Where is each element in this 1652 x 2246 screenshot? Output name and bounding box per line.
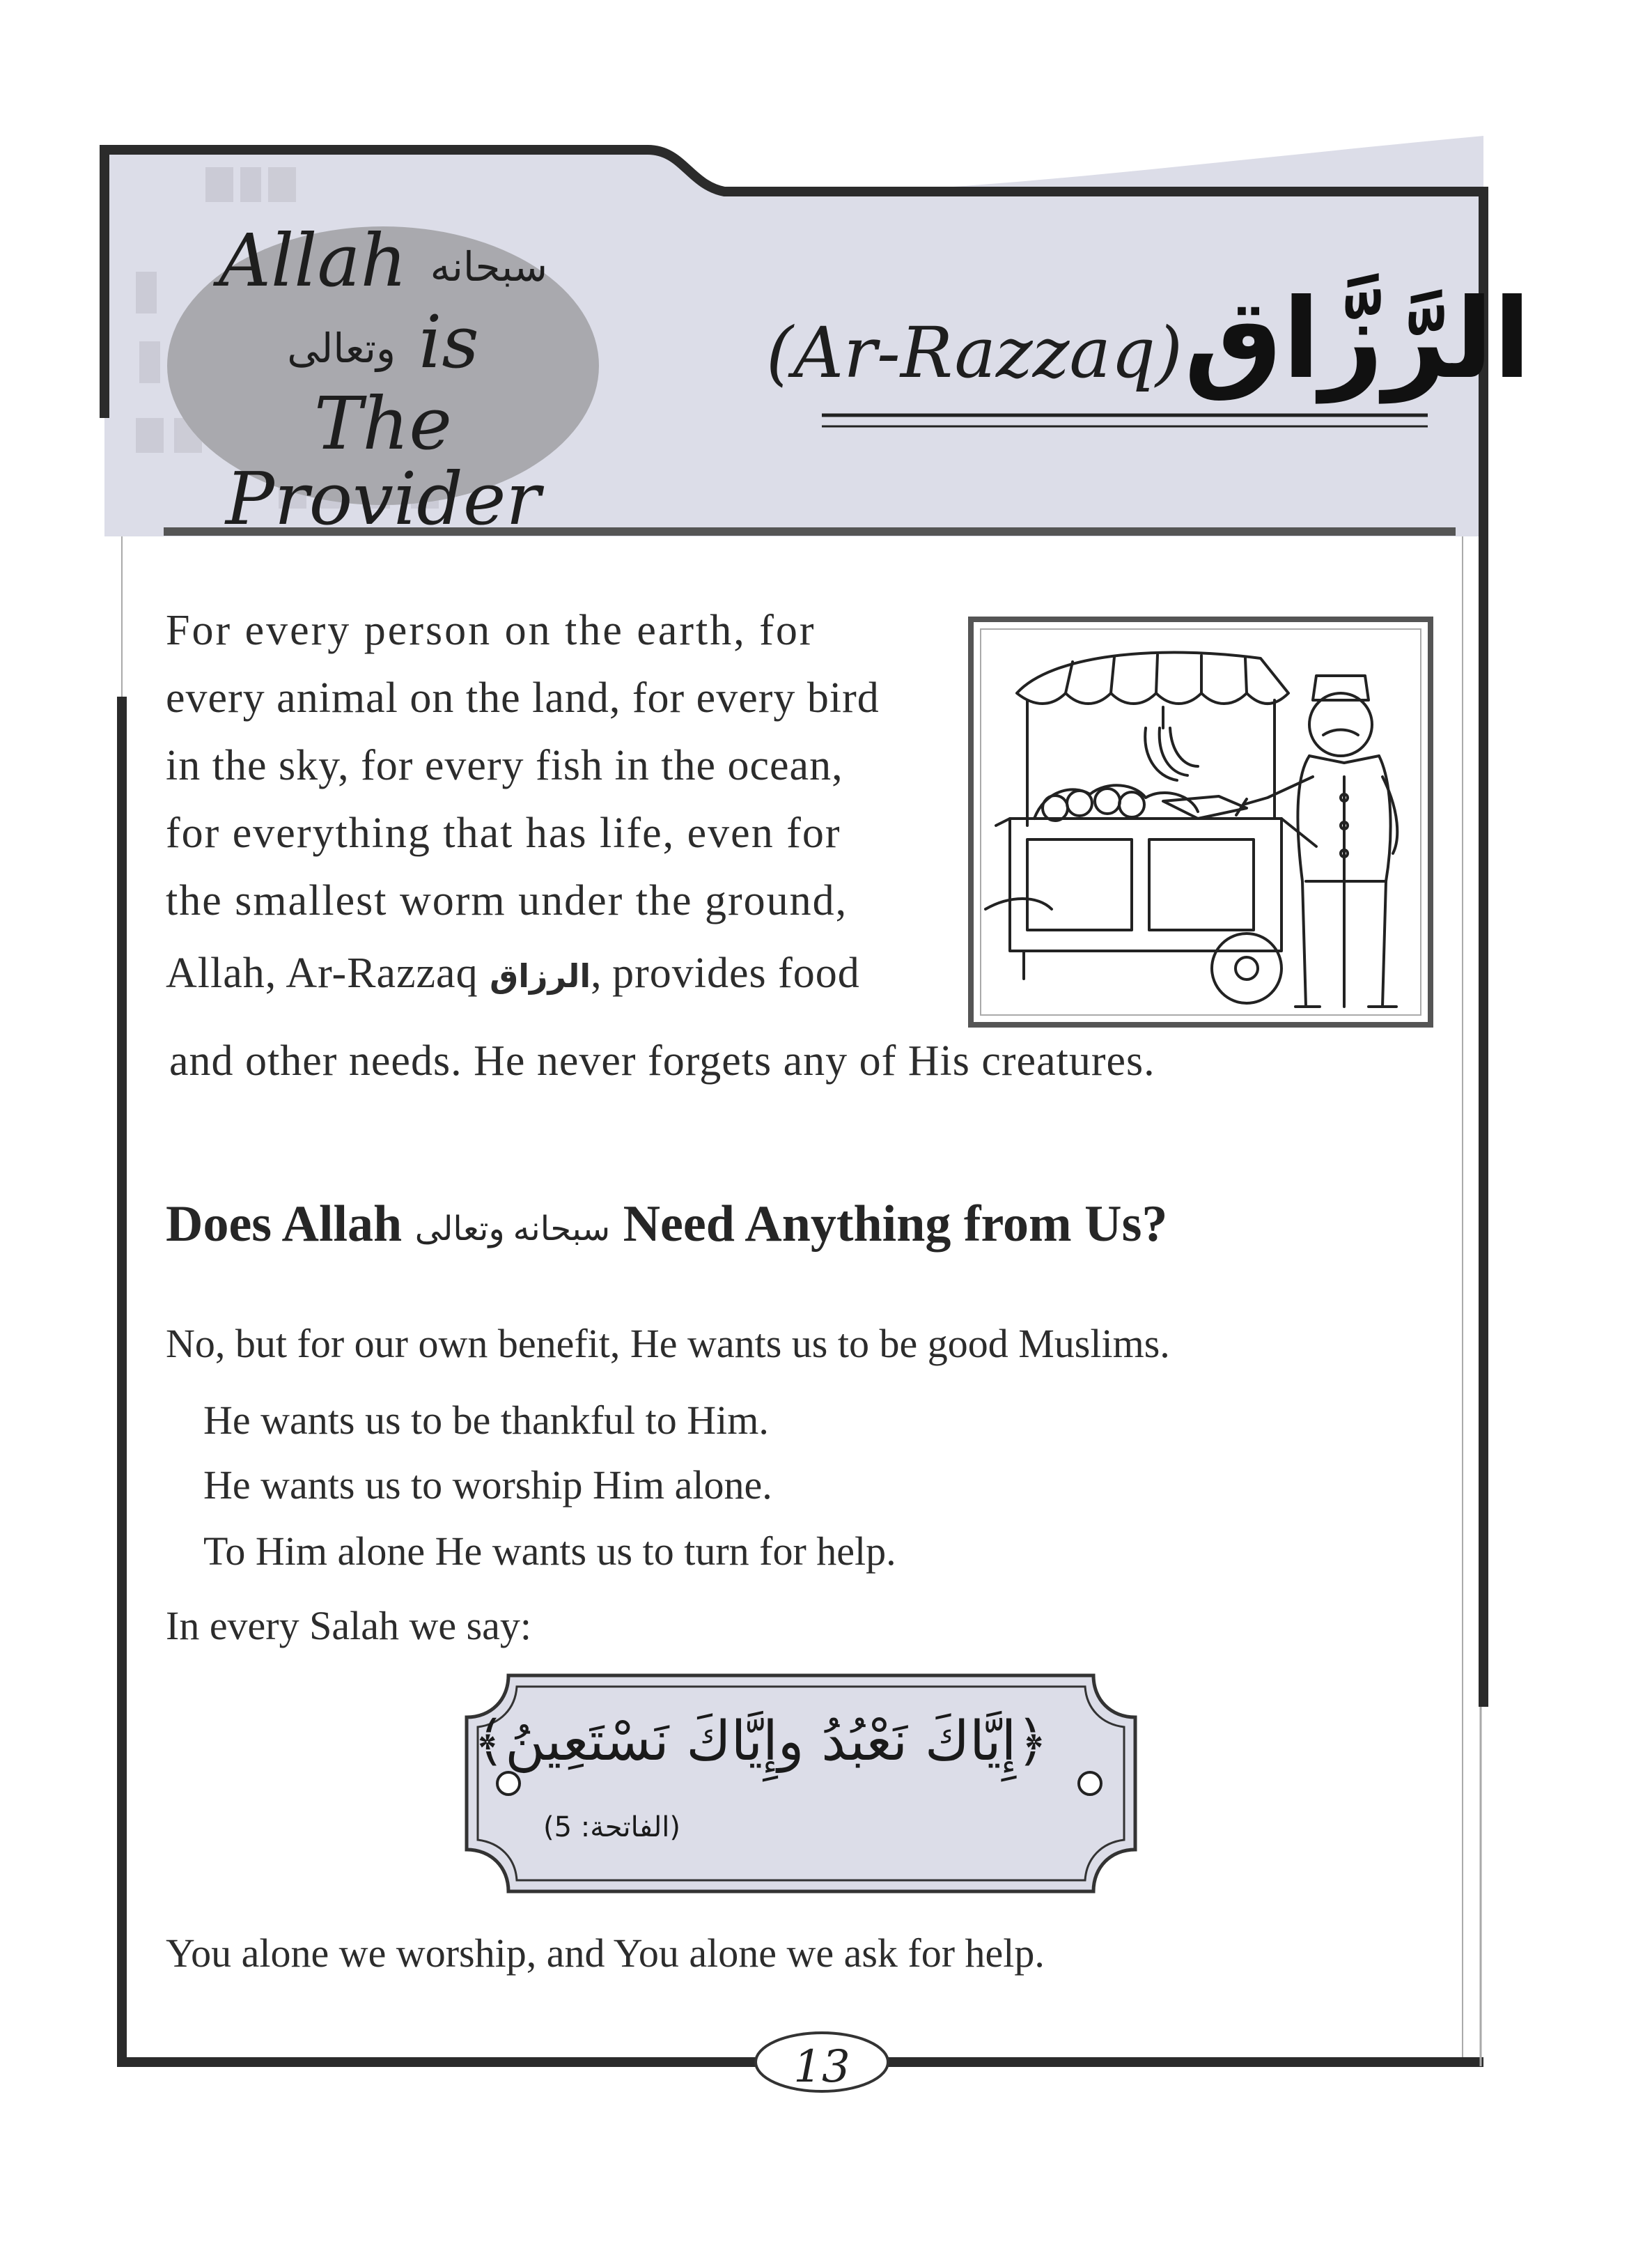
intro-line-3: in the sky, for every fish in the ocean, [166,742,843,789]
point-line-3: To Him alone He wants us to turn for help. [203,1528,896,1574]
heading-end: Need Anything from Us? [623,1195,1168,1253]
intro-line-6 [166,949,860,998]
verse-reference: (الفاتحة: 5) [543,1811,680,1843]
title-allah: Allah [218,218,407,303]
salah-intro-line: In every Salah we say: [166,1603,532,1648]
honorific-glyph: سبحانه وتعالى [414,1211,611,1248]
intro-line-7: and other needs. He never forgets any of His creatures. [169,1037,1155,1085]
title-the: The [314,380,452,466]
section-heading [166,1195,1167,1254]
verse-arabic: ﴿إِيَّاكَ نَعْبُدُ وإِيَّاكَ نَسْتَعِينُ﴾ [473,1710,1048,1773]
ar-razzaq-arabic-inline: الرزاق [490,957,591,995]
honorific-glyph: سبحانه وتعالى [287,242,548,372]
intro-line-5: the smallest worm under the ground, [166,877,848,924]
point-line-1: He wants us to be thankful to Him. [203,1397,769,1443]
verse-marker-right [1079,1772,1101,1795]
page-title [160,218,606,541]
intro-line-1: For every person on the earth, for [166,607,816,654]
fruit-vendor-illustration [968,617,1433,1028]
verse-frame [460,1668,1142,1898]
transliteration: (Ar-Razzaq) [766,312,1183,394]
arabic-name: الرَّزَّاق [1184,275,1532,403]
intro-line-6-start: Allah, Ar-Razzaq [166,950,478,997]
answer-line: No, but for our own benefit, He wants us to be good Muslims. [166,1321,1170,1366]
heading-start: Does Allah [166,1195,403,1253]
page-number: 13 [793,2041,850,2093]
intro-line-2: every animal on the land, for every bird [166,674,880,722]
intro-line-6-end: , provides food [591,950,860,997]
point-line-2: He wants us to worship Him alone. [203,1462,772,1508]
title-is: is [419,299,479,385]
verse-translation: You alone we worship, and You alone we ask for help. [166,1930,1045,1976]
title-provider: Provider [225,456,541,541]
verse-marker-left [497,1772,520,1795]
intro-line-4: for everything that has life, even for [166,810,841,857]
